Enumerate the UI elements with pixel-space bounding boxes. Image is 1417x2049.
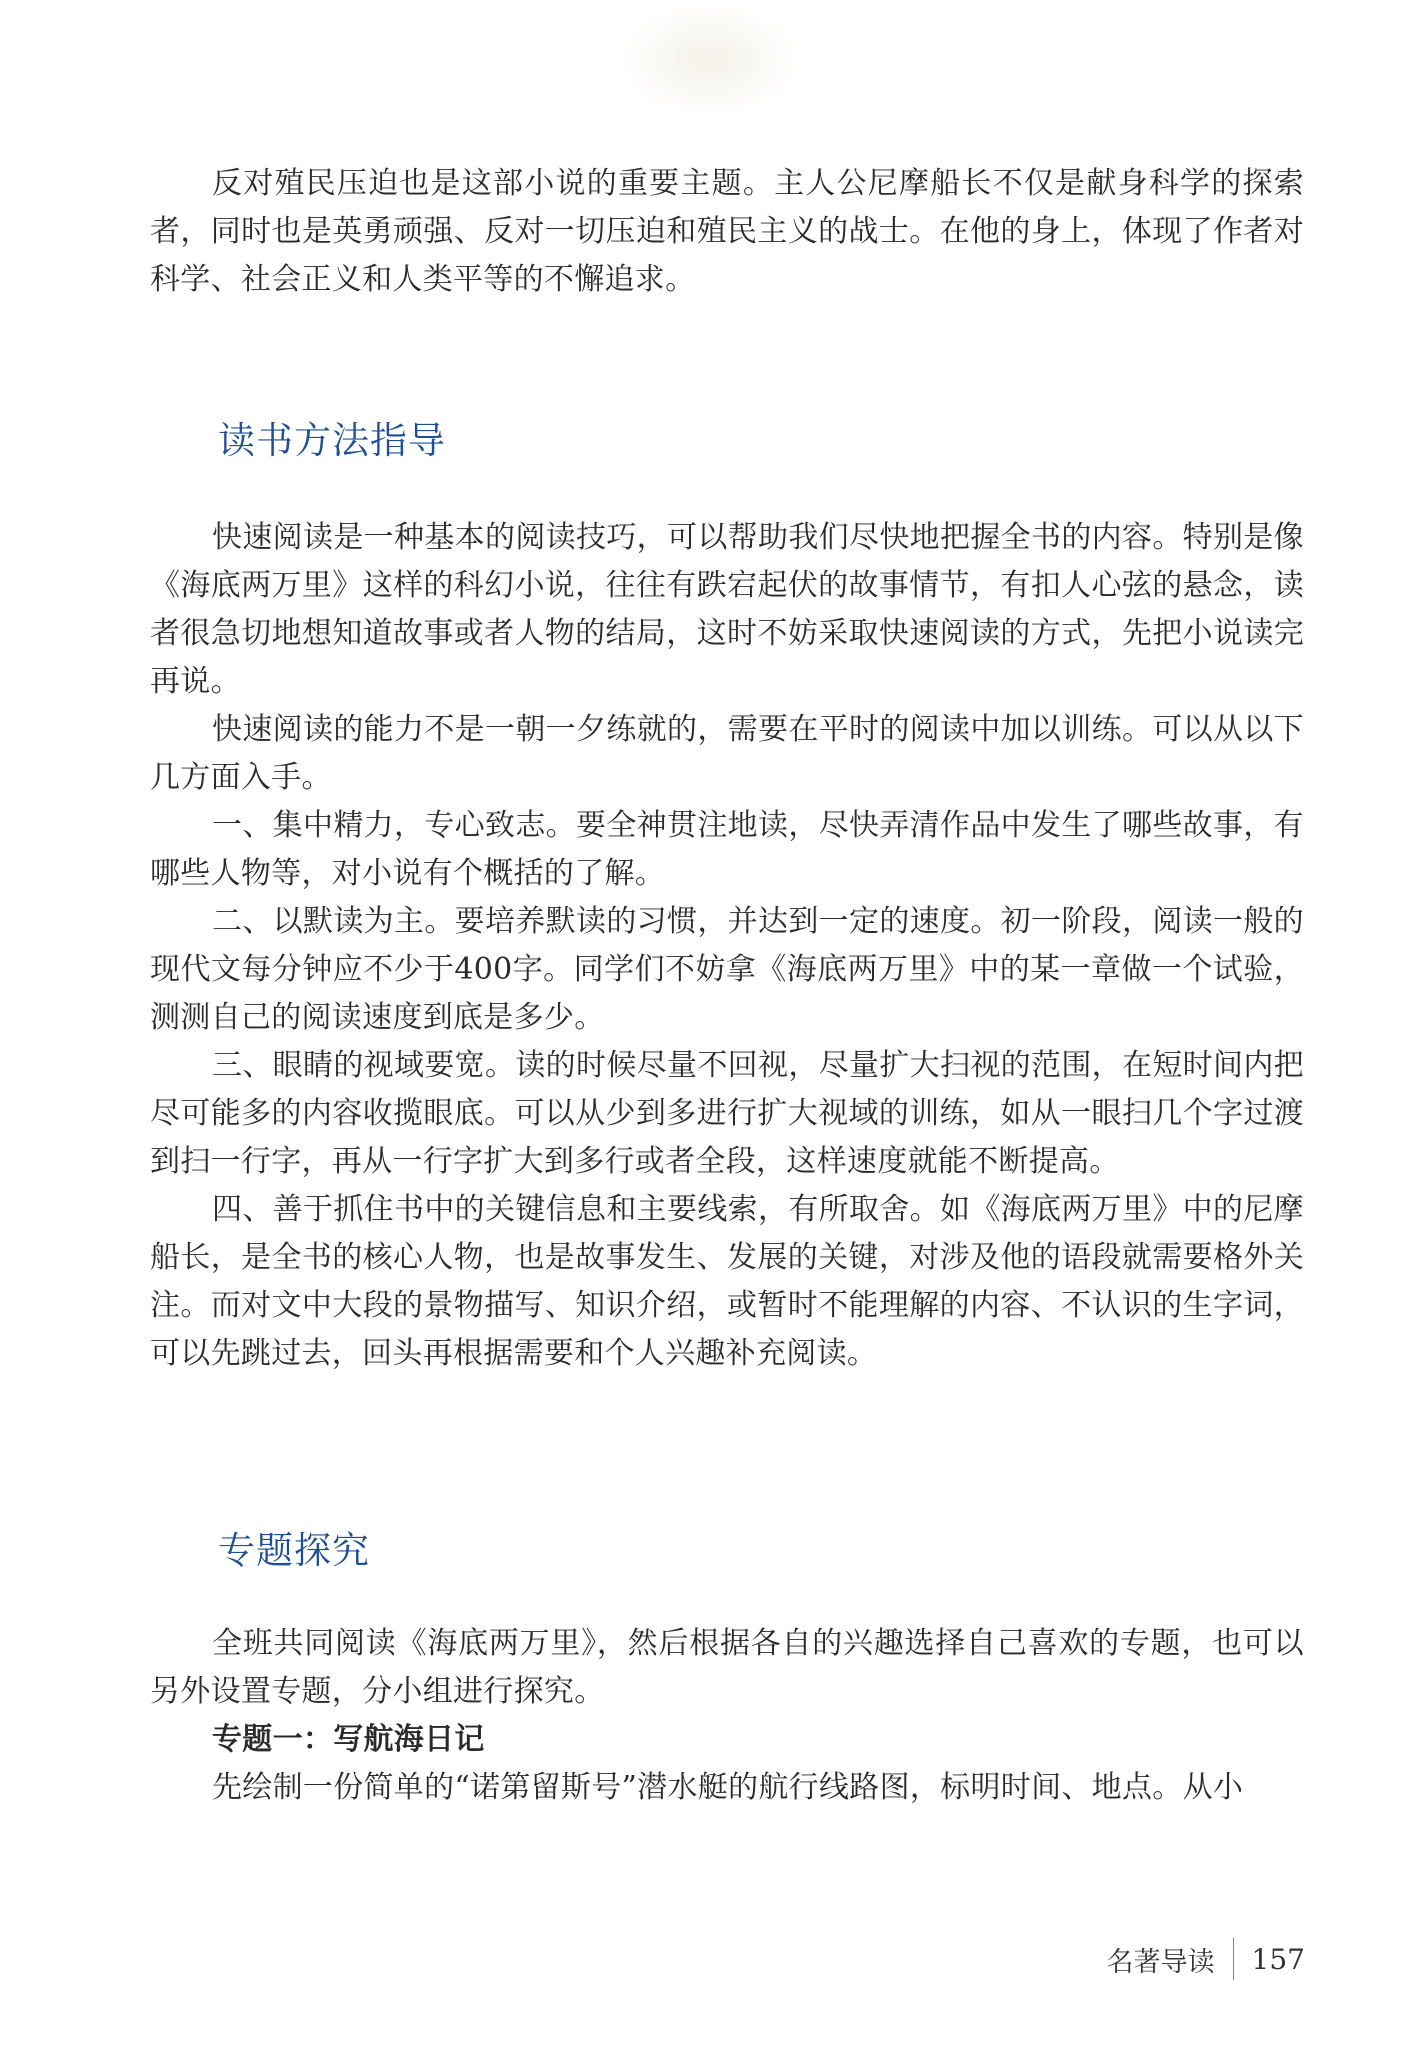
background-watermark xyxy=(620,0,800,120)
section-title-reading-method: 读书方法指导 xyxy=(218,419,446,462)
page-number: 157 xyxy=(1251,1942,1305,1976)
paragraph-inquiry-intro: 全班共同阅读《海底两万里》，然后根据各自的兴趣选择自己喜欢的专题，也可以另外设置专题，分小组进行探究。 xyxy=(150,1626,1304,1709)
paragraph-tip-one: 一、集中精力，专心致志。要全神贯注地读，尽快弄清作品中发生了哪些故事，有哪些人物等，对小说有个概括的了解。 xyxy=(150,808,1304,891)
paragraph-tip-three: 三、眼睛的视域要宽。读的时候尽量不回视，尽量扩大扫视的范围，在短时间内把尽可能多的内容收揽眼底。可以从少到多进行扩大视域的训练，如从一眼扫几个字过渡到扫一行字，再从一行字扩大到多行或者全段，这样速度就能不断提高。 xyxy=(150,1048,1304,1179)
section-title-topic-inquiry: 专题探究 xyxy=(218,1529,370,1572)
paragraph-topic-one: 先绘制一份简单的“诺第留斯号”潜水艇的航行线路图，标明时间、地点。从小 xyxy=(212,1770,1244,1805)
topic-one-heading: 专题一：写航海日记 xyxy=(212,1722,485,1757)
footer-divider xyxy=(1233,1938,1234,1980)
paragraph-fast-reading-training: 快速阅读的能力不是一朝一夕练就的，需要在平时的阅读中加以训练。可以从以下几方面入手。 xyxy=(150,712,1304,795)
page-footer xyxy=(1107,1938,1305,1980)
paragraph-tip-two: 二、以默读为主。要培养默读的习惯，并达到一定的速度。初一阶段，阅读一般的现代文每分钟应不少于400字。同学们不妨拿《海底两万里》中的某一章做一个试验，测测自己的阅读速度到底是多少。 xyxy=(150,904,1304,1035)
footer-book-title: 名著导读 xyxy=(1106,1946,1215,1978)
paragraph-fast-reading-intro: 快速阅读是一种基本的阅读技巧，可以帮助我们尽快地把握全书的内容。特别是像《海底两万里》这样的科幻小说，往往有跌宕起伏的故事情节，有扣人心弦的悬念，读者很急切地想知道故事或者人物的结局，这时不妨采取快速阅读的方式，先把小说读完再说。 xyxy=(150,520,1304,699)
paragraph-tip-four: 四、善于抓住书中的关键信息和主要线索，有所取舍。如《海底两万里》中的尼摩船长，是全书的核心人物，也是故事发生、发展的关键，对涉及他的语段就需要格外关注。而对文中大段的景物描写、知识介绍，或暂时不能理解的内容、不认识的生字词，可以先跳过去，回头再根据需要和个人兴趣补充阅读。 xyxy=(150,1192,1304,1371)
paragraph-colonialism-theme: 反对殖民压迫也是这部小说的重要主题。主人公尼摩船长不仅是献身科学的探索者，同时也是英勇顽强、反对一切压迫和殖民主义的战士。在他的身上，体现了作者对科学、社会正义和人类平等的不懈追求。 xyxy=(150,166,1304,297)
